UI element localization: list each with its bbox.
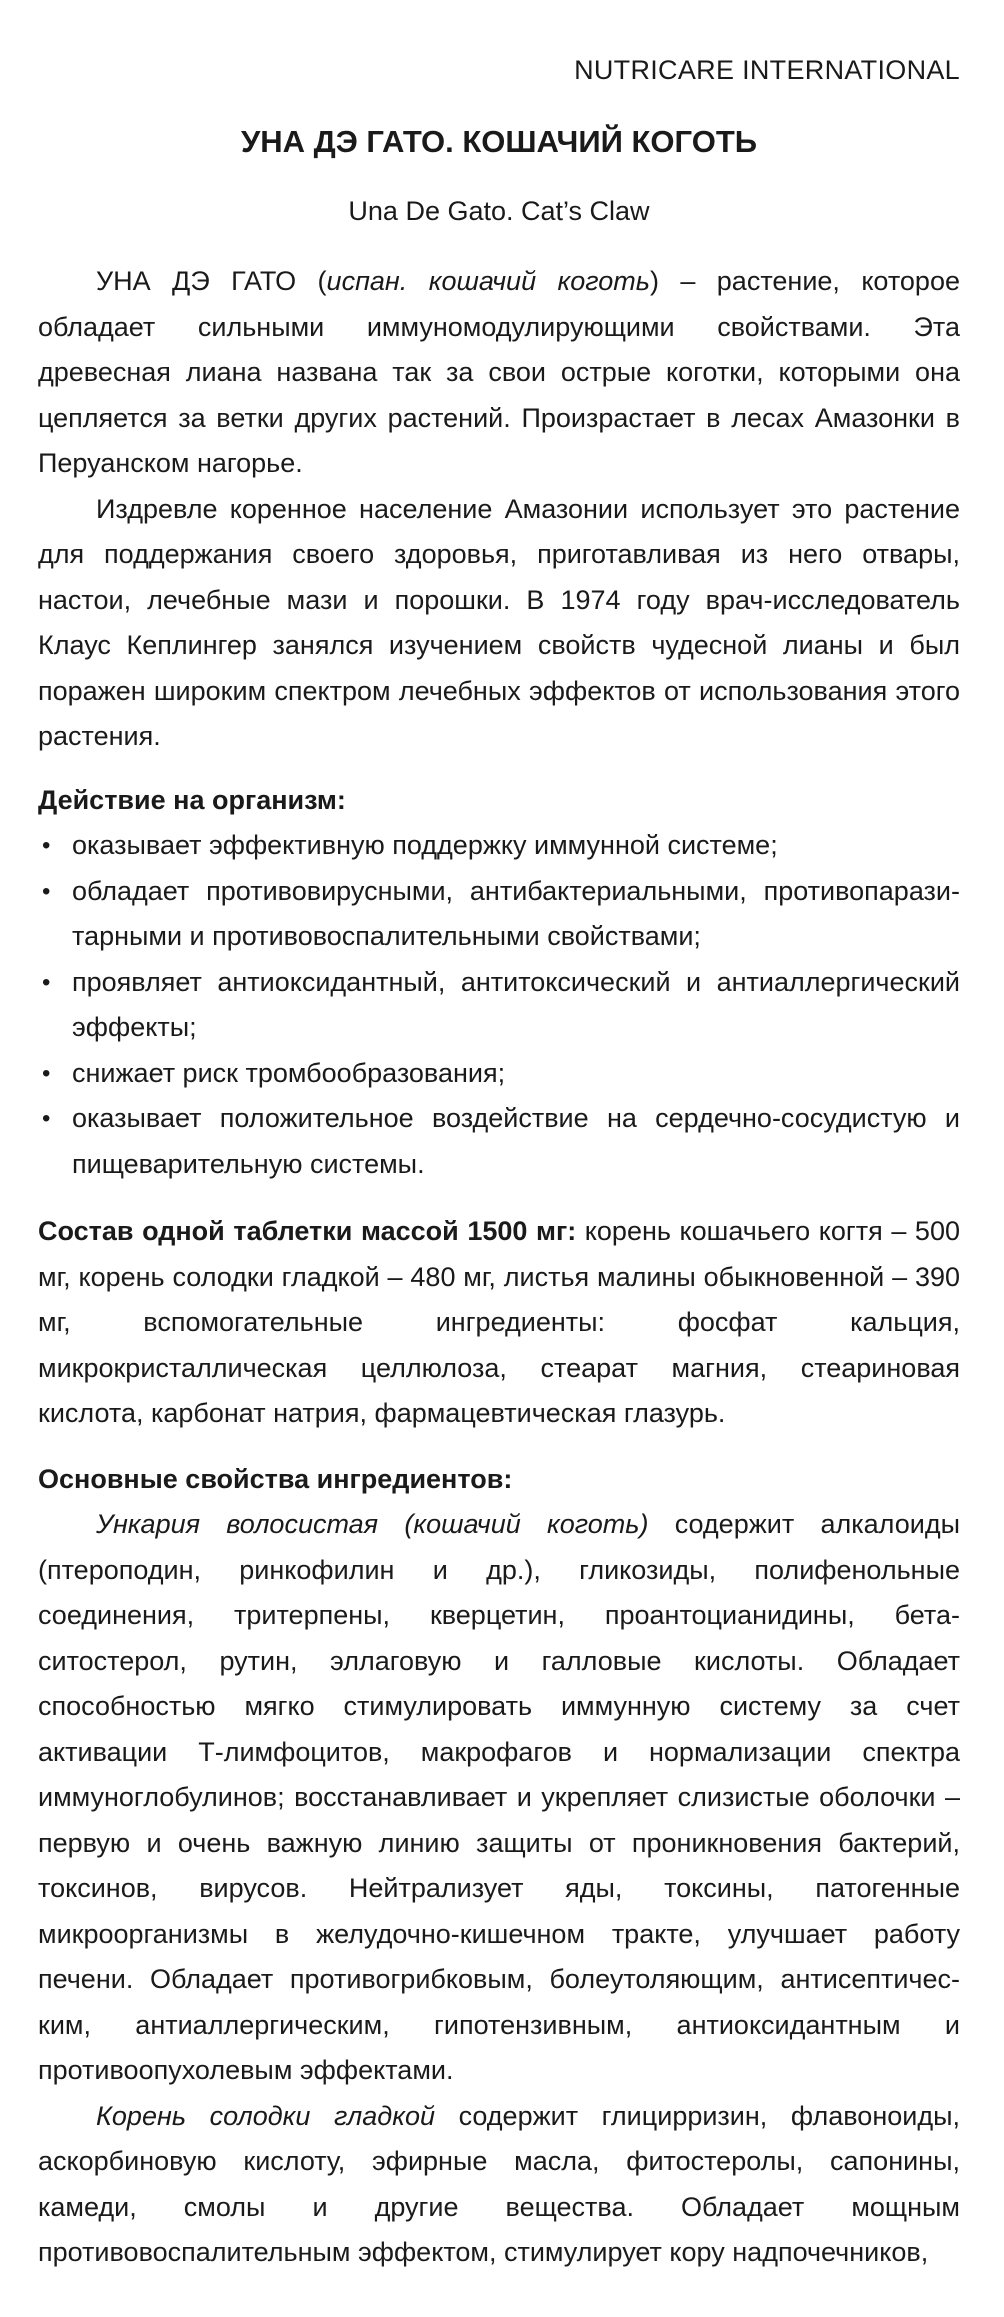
properties-heading: Основные свойства ингредиентов:: [38, 1463, 513, 1494]
intro-p1-italic: испан. кошачий коготь: [326, 266, 650, 296]
composition-label: Состав одной таблетки массой 1500 мг:: [38, 1216, 577, 1246]
effects-list-item: • оказывает эффективную поддержку иммунной системе;: [38, 823, 960, 869]
brand-header: NUTRICARE INTERNATIONAL: [574, 55, 960, 85]
properties-paragraph-1: [38, 1502, 960, 2094]
properties-paragraph-2: [38, 2094, 960, 2276]
intro-paragraph-1: [38, 259, 960, 487]
effects-list-item: • оказывает положительное воздействие на сердечно-сосудистую и пищеварительную системы.: [38, 1096, 960, 1187]
intro-paragraph-2: Издревле коренное население Амазонии использует это растение для поддержания своего здоровья, приготавливая из него отвары, настои, лечебные мази и порошки. В 1974 году врач-исследователь Клаус Кеплингер занялся изучением свойств чудесной лианы и был поражен широким спектром лечебных эффектов от использования этого растения.: [38, 493, 960, 751]
effects-heading: Действие на организм:: [38, 784, 346, 815]
effects-list: [38, 823, 960, 1187]
bullet-icon: •: [42, 968, 51, 996]
effects-list-item: • обладает противовирусными, антибактериальными, противопаразитарными и противовоспалительными свойствами;: [38, 869, 960, 960]
effects-list-item: • проявляет антиоксидантный, антитоксический и антиаллергический эффекты;: [38, 960, 960, 1051]
bullet-icon: •: [42, 877, 51, 905]
bullet-icon: •: [42, 832, 51, 859]
document-subtitle: Una De Gato. Cat’s Claw: [348, 196, 650, 226]
document-title: УНА ДЭ ГАТО. КОШАЧИЙ КОГОТЬ: [240, 124, 758, 159]
properties-p2-rest: содержит глицирризин, флавоноиды, аскорбиновую кислоту, эфирные масла, фитостеролы, сапонины, камеди, смолы и другие вещества. Обладает мощным противовоспалительным эффектом, стимулирует кору надпочечников,: [38, 2100, 960, 2267]
intro-p1-start: УНА ДЭ ГАТО (: [96, 266, 327, 296]
properties-p1-italic: Ункария волосистая (кошачий коготь): [96, 1509, 649, 1539]
effects-list-item: • снижает риск тромбообразования;: [38, 1051, 960, 1097]
bullet-icon: •: [42, 1105, 51, 1132]
composition-text: корень кошачьего когтя – 500 мг, корень солодки гладкой – 480 мг, листья малины обыкновенной – 390 мг, вспомогательные ингредиенты: фосфат кальция, микрокристаллическая целлюлоза, стеарат магния, стеариновая кислота, карбонат натрия, фармацевтическая глазурь.: [38, 1216, 960, 1428]
intro-p1-rest: ) – растение, которое обладает сильными иммуномодулирующими свойствами. Эта древесная лиана названа так за свои острые коготки, которыми она цепляется за ветки других растений. Произрастает в лесах Амазонки в Перуанском нагорье.: [38, 266, 960, 478]
composition-paragraph: [38, 1209, 960, 1437]
properties-p2-italic: Корень солодки гладкой: [96, 2100, 435, 2131]
properties-p1-rest: содержит алкалоиды (птероподин, ринкофилин и др.), гликозиды, полифенольные соединения, тритерпены, кверцетин, проантоцианидины, бета-ситостерол, рутин, эллаговую и галловые кислоты. Обладает способностью мягко стимулировать иммунную систему за счет активации Т-лимфоцитов, макрофагов и нормализации спектра иммуноглобулинов; восстанавливает и укрепляет слизистые оболочки – первую и очень важную линию защиты от проникновения бактерий, токсинов, вирусов. Нейтрализует яды, токсины, патогенные микроорганизмы в желудочно-кишечном тракте, улучшает работу печени. Обладает противогрибковым, болеутоляющим, антисептическим, антиаллергическим, гипотензивным, антиоксидантным и противоопухолевым эффектами.: [38, 1509, 960, 2085]
bullet-icon: •: [42, 1059, 51, 1087]
